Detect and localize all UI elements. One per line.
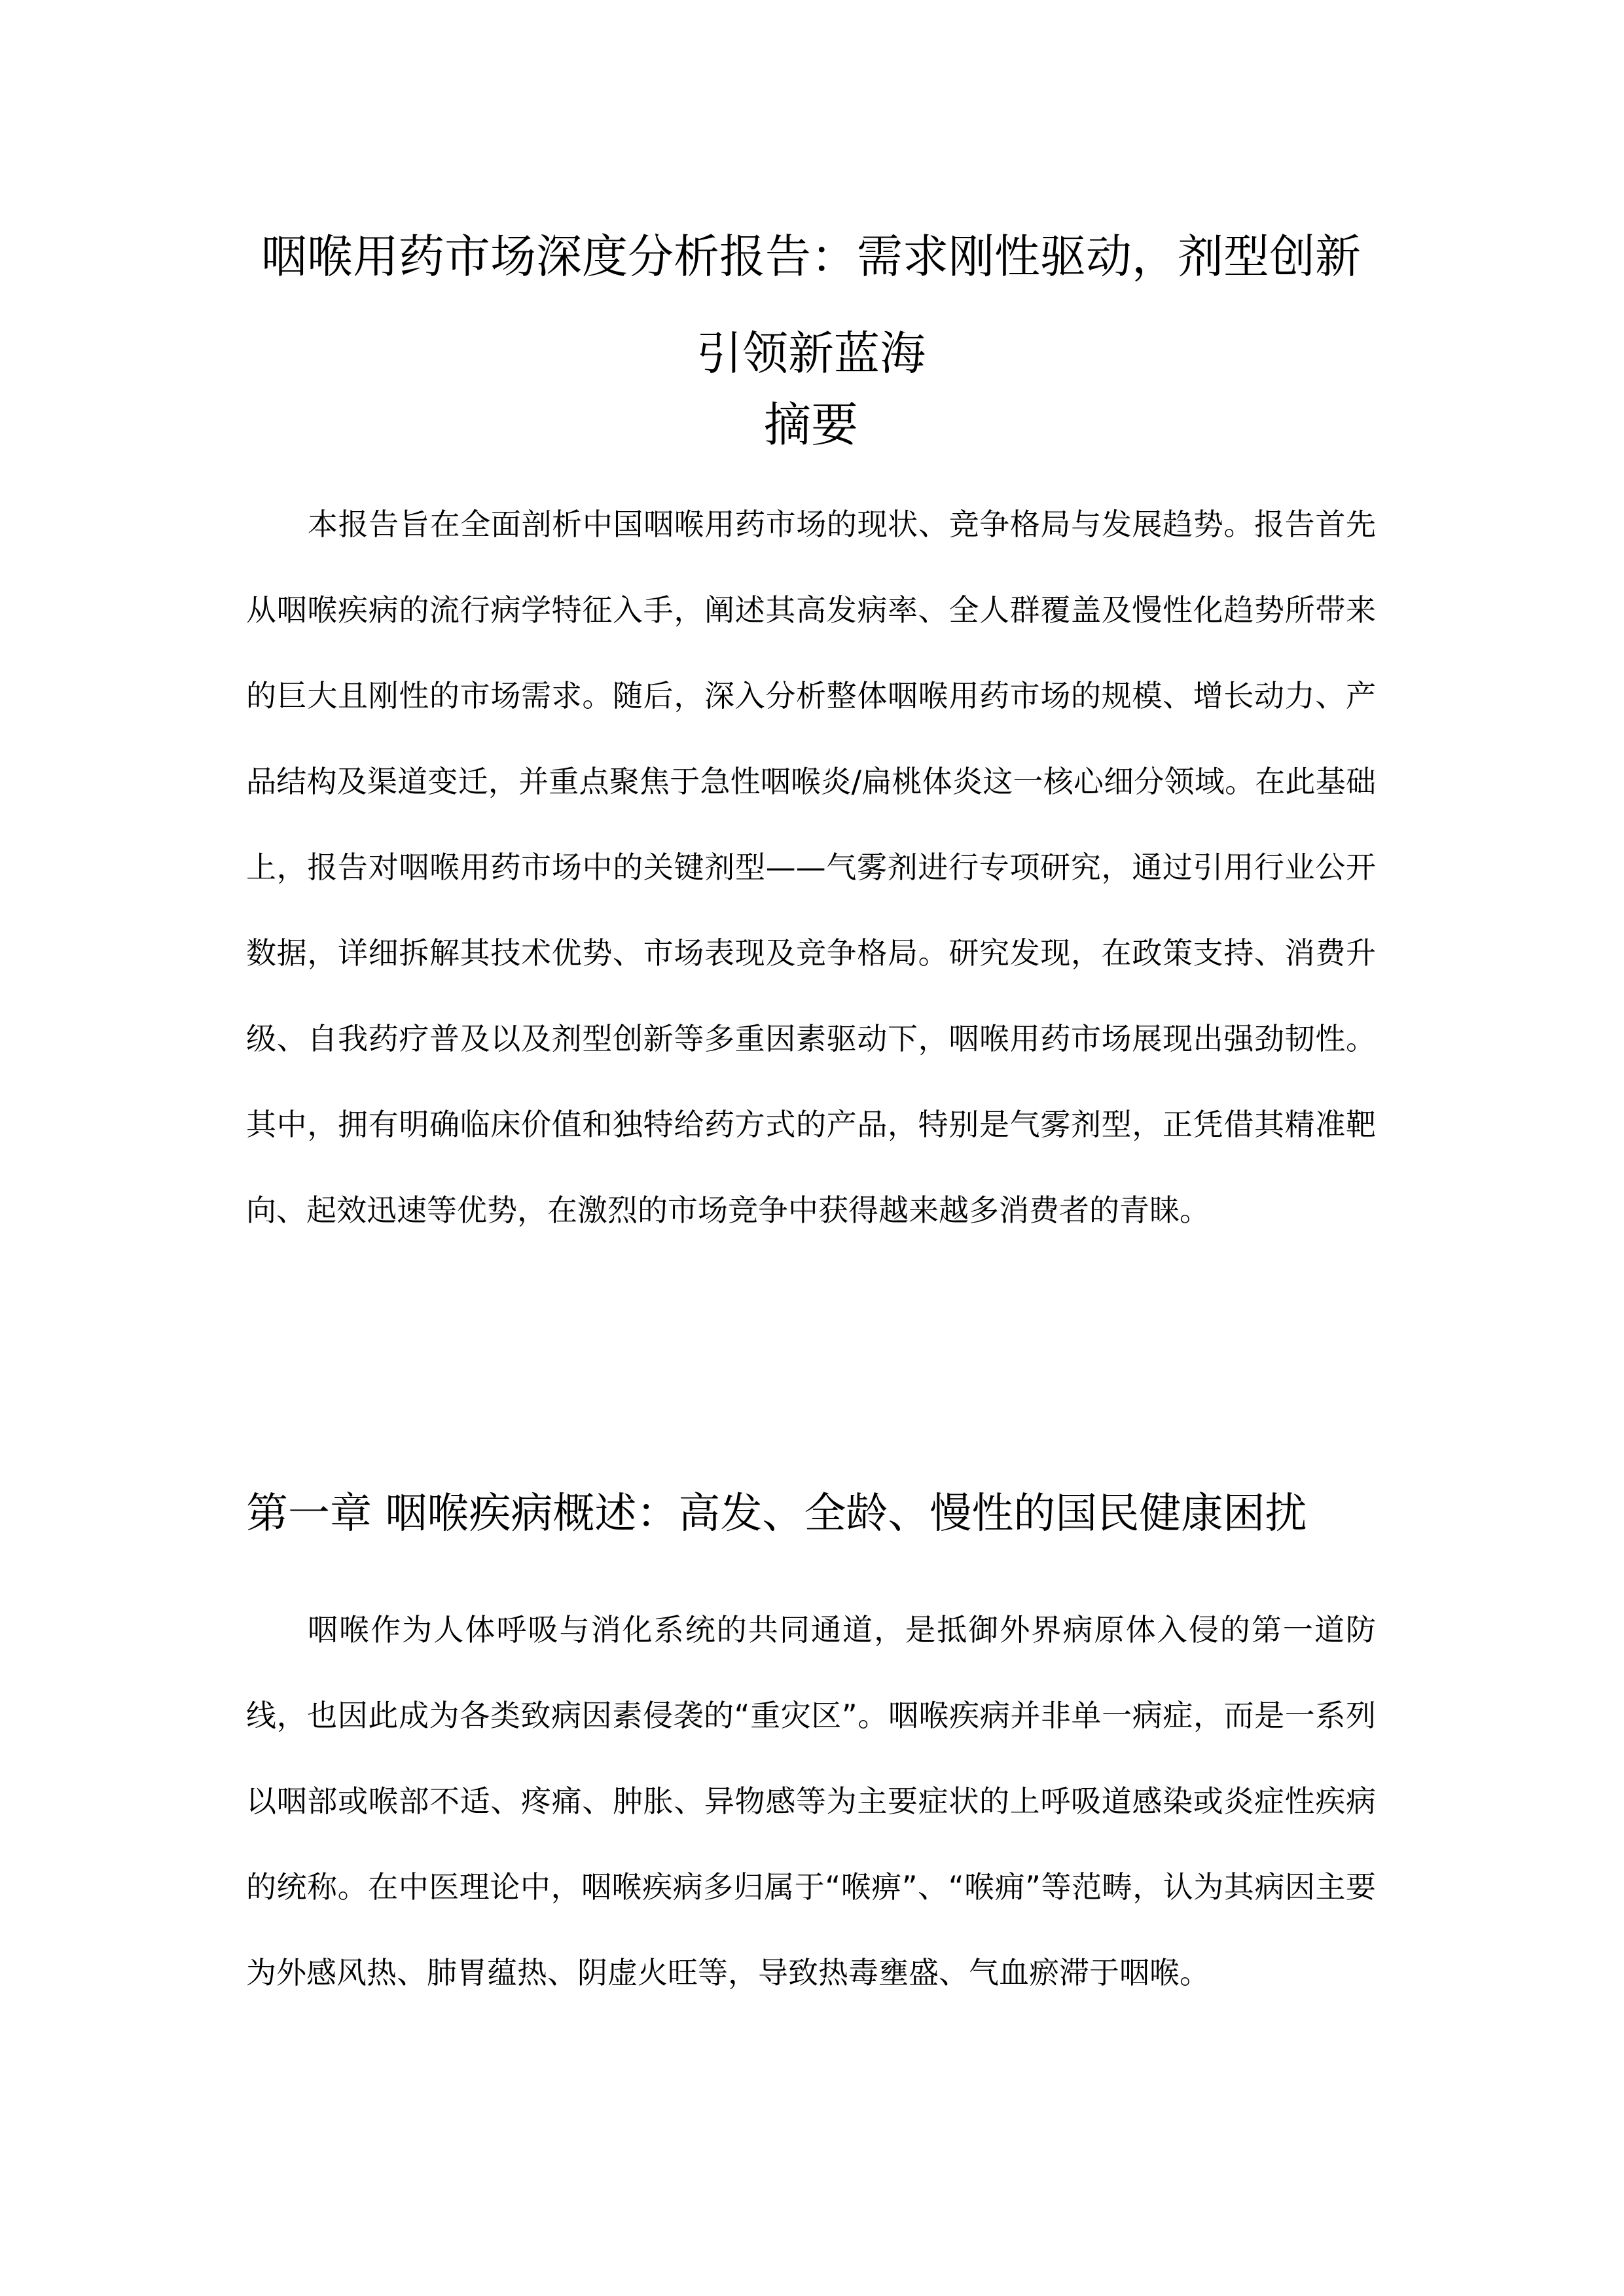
document-title: 咽喉用药市场深度分析报告：需求刚性驱动，剂型创新引领新蓝海 (261, 230, 1361, 380)
abstract-heading: 摘要 (763, 397, 858, 452)
abstract-paragraph: 本报告旨在全面剖析中国咽喉用药市场的现状、竞争格局与发展趋势。报告首先从咽喉疾病的流行病学特征入手，阐述其高发病率、全人群覆盖及慢性化趋势所带来的巨大且刚性的市场需求。随后，深入分析整体咽喉用药市场的规模、增长动力、产品结构及渠道变迁，并重点聚焦于急性咽喉炎/扁桃体炎这一核心细分领域。在此基础上，报告对咽喉用药市场中的关键剂型——气雾剂进行专项研究，通过引用行业公开数据，详细拆解其技术优势、市场表现及竞争格局。研究发现，在政策支持、消费升级、自我药疗普及以及剂型创新等多重因素驱动下，咽喉用药市场展现出强劲韧性。其中，拥有明确临床价值和独特给药方式的产品，特别是气雾剂型，正凭借其精准靶向、起效迅速等优势，在激烈的市场竞争中获得越来越多消费者的青睐。 (246, 507, 1376, 1228)
chapter-1-paragraph: 咽喉作为人体呼吸与消化系统的共同通道，是抵御外界病原体入侵的第一道防线，也因此成为各类致病因素侵袭的“重灾区”。咽喉疾病并非单一病症，而是一系列以咽部或喉部不适、疼痛、肿胀、异物感等为主要症状的上呼吸道感染或炎症性疾病的统称。在中医理论中，咽喉疾病多归属于“喉痹”、“喉痈”等范畴，认为其病因主要为外感风热、肺胃蕴热、阴虚火旺等，导致热毒壅盛、气血瘀滞于咽喉。 (246, 1612, 1376, 1990)
chapter-1-heading: 第一章 咽喉疾病概述：高发、全龄、慢性的国民健康困扰 (246, 1490, 1307, 1538)
